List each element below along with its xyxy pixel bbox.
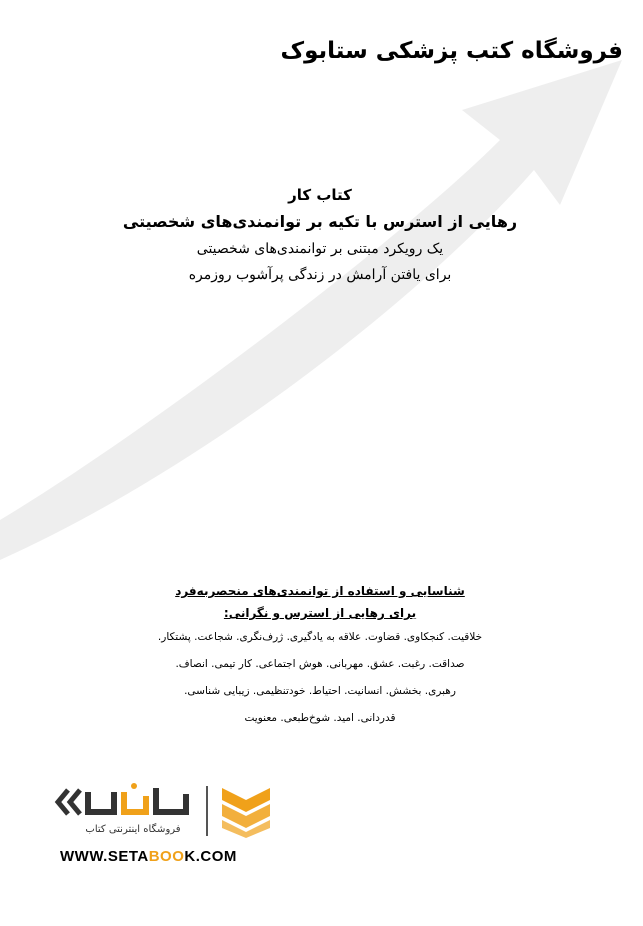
book-subtitle-line-2: برای یافتن آرامش در زندگی پرآشوب روزمره [188,267,452,283]
store-title: فروشگاه کتب پزشکی ستابوک [280,38,623,64]
url-suffix: K.COM [184,848,237,865]
strengths-line-4: قدردانی. امید. شوخ‌طبعی. معنویت [244,712,396,724]
strengths-subheading: برای رهایی از استرس و نگرانی: [223,606,417,620]
book-title-block [60,182,580,288]
strengths-line-3: رهبری. بخشش. انسانیت. احتیاط. خودتنظیمی. زیبایی شناسی. [184,685,456,697]
website-url[interactable] [60,848,237,865]
strengths-line-2: صداقت. رغبت. عشق. مهربانی. هوش اجتماعی. کار تیمی. انصاف. [175,658,465,670]
book-title: رهایی از استرس با تکیه بر توانمندی‌های شخصیتی [122,212,518,231]
strengths-line-1: خلاقیت. کنجکاوی. قضاوت. علاقه به یادگیری. ژرف‌نگری. شجاعت. پشتکار. [157,631,483,643]
logo-divider [206,786,208,836]
logo-tagline: فروشگاه اینترنتی کتاب [85,824,181,835]
setabook-chevron-mark-icon [218,784,274,838]
book-label: کتاب کار [288,186,352,204]
strengths-heading: شناسایی و استفاده از توانمندی‌های منحصربه‌فرد [175,584,465,598]
setabook-wordmark-logo [54,782,194,822]
book-subtitle-line-1: یک رویکرد مبتنی بر توانمندی‌های شخصیتی [196,241,444,257]
url-accent: BOO [148,848,185,865]
strengths-section [90,580,550,732]
url-prefix: WWW.SETA [60,848,149,865]
